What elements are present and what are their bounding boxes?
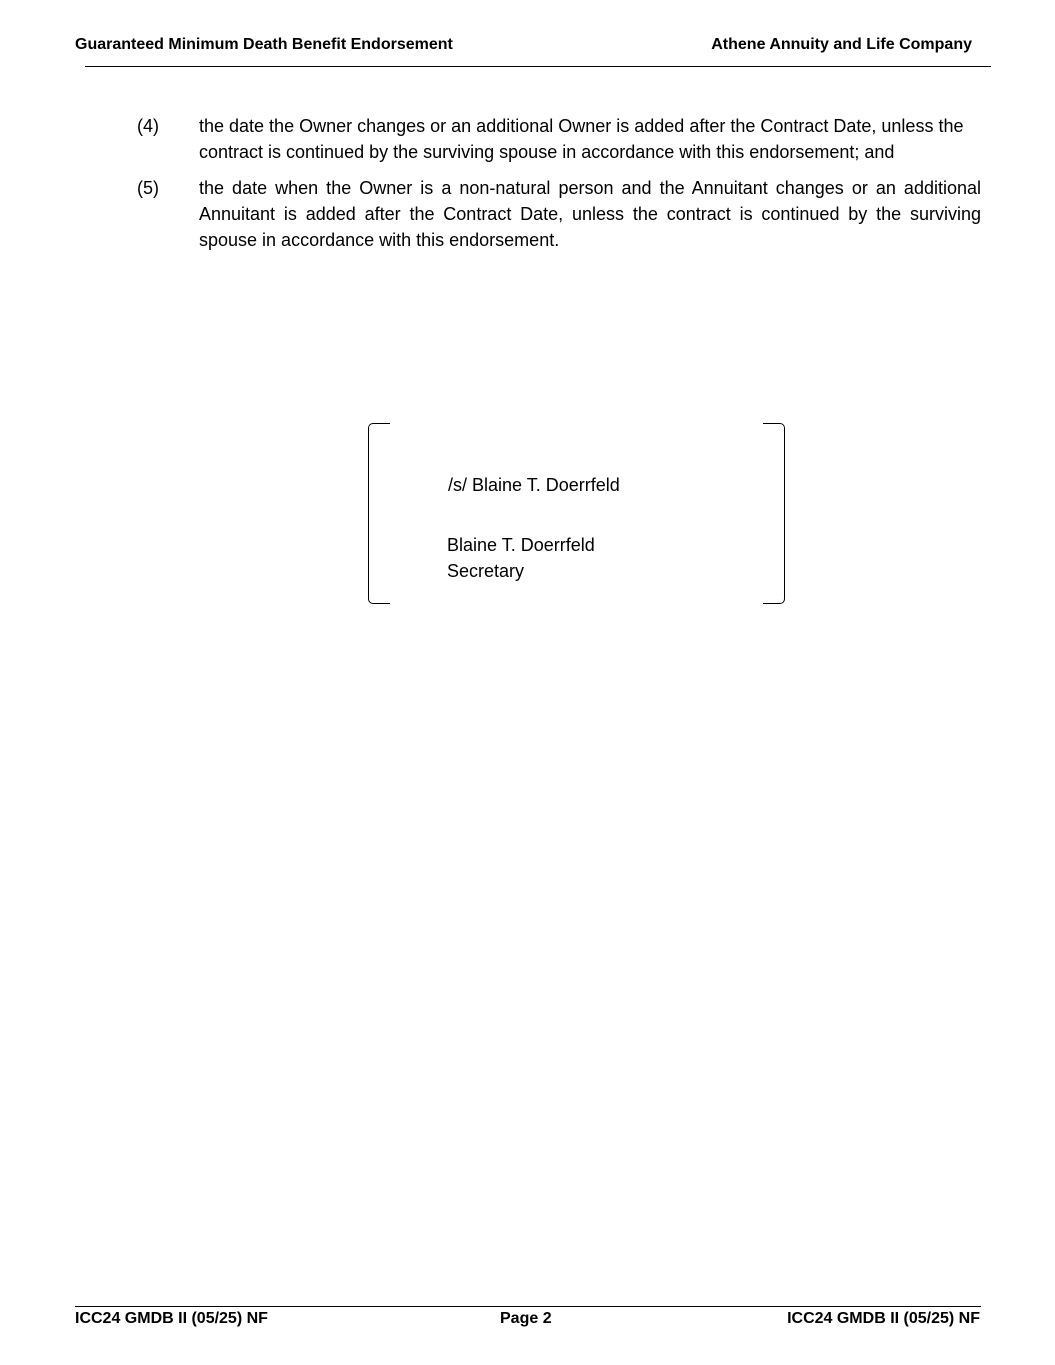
- signer-name: Blaine T. Doerrfeld: [447, 535, 595, 555]
- footer-divider: [75, 1306, 981, 1307]
- form-number-right: ICC24 GMDB II (05/25) NF: [787, 1310, 980, 1327]
- document-title: Guaranteed Minimum Death Benefit Endorsement: [75, 36, 453, 53]
- page-number: Page 2: [500, 1310, 552, 1327]
- signature: /s/ Blaine T. Doerrfeld: [448, 475, 620, 495]
- clause-text: the date the Owner changes or an additional Owner is added after the Contract Date, unless the contract is continued by the surviving spouse in accordance with this endorsement; and: [199, 116, 964, 162]
- right-bracket: [763, 423, 785, 604]
- left-bracket: [368, 423, 390, 604]
- form-number-left: ICC24 GMDB II (05/25) NF: [75, 1310, 268, 1327]
- signer-title: Secretary: [447, 561, 525, 581]
- company-name: Athene Annuity and Life Company: [711, 36, 972, 53]
- clause-number: (4): [137, 116, 159, 136]
- clause-number: (5): [137, 178, 159, 198]
- clause-text: the date when the Owner is a non-natural person and the Annuitant changes or an additional Annuitant is added after the Contract Date, unless the contract is continued by the surviving spouse in accordance with this endorsement.: [199, 178, 981, 250]
- header-divider: [85, 66, 991, 67]
